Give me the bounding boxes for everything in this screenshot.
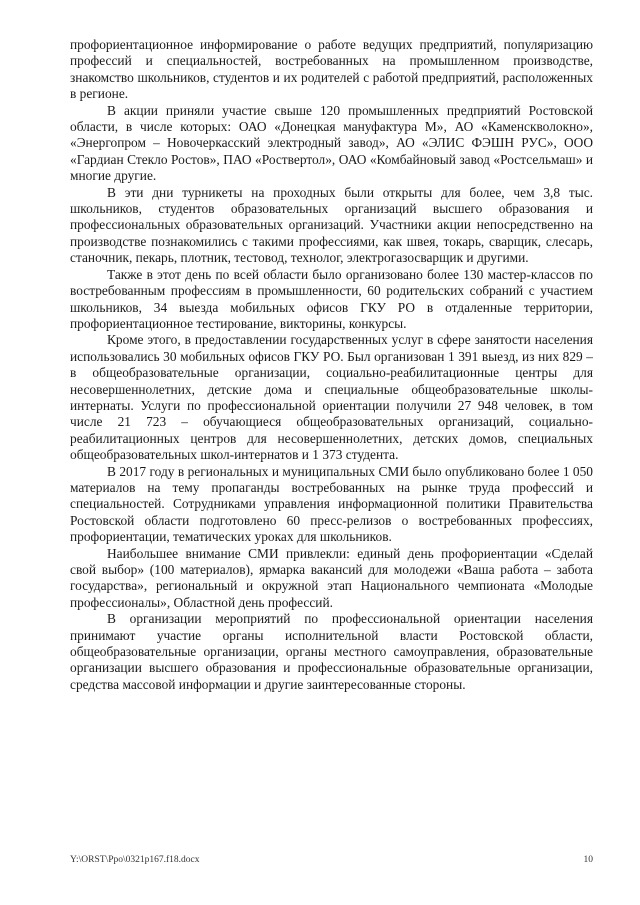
paragraph-enterprises: В акции приняли участие свыше 120 промышленных предприятий Ростовской области, в числе которых: ОАО «Донецкая мануфактура М», АО «Каменскволокно», «Энергопром – Новочеркасский электродный завод», АО «ЭЛИС ФЭШН РУС», ООО «Гардиан Стекло Ростов», ПАО «Роствертол», ОАО «Комбайновый завод «Ростсельмаш» и многие другие. xyxy=(70,102,593,184)
paragraph-mobile-offices: Кроме этого, в предоставлении государственных услуг в сфере занятости населения использовались 30 мобильных офисов ГКУ РО. Был организован 1 391 выезд, из них 829 – в общеобразовательные организации, социально-реабилитационные центры для несовершеннолетних, детские дома и специальные общеобразовательные школы-интернаты. Услуги по профессиональной ориентации получили 27 948 человек, в том числе 21 723 – обучающиеся общеобразовательных организаций, социально-реабилитационных центров для несовершеннолетних, детских домов, специальных общеобразовательных школ-интернатов и 1 373 студента. xyxy=(70,332,593,463)
page-footer xyxy=(70,855,593,865)
paragraph-continuation: профориентационное информирование о работе ведущих предприятий, популяризацию профессий и специальностей, востребованных на промышленном производстве, знакомство школьников, студентов и их родителей с работой предприятий, расположенных в регионе. xyxy=(70,37,593,102)
paragraph-participants: В организации мероприятий по профессиональной ориентации населения принимают участие органы исполнительной власти Ростовской области, общеобразовательные организации, органы местного самоуправления, образовательные организации высшего образования и профессиональные образовательные организации, средства массовой информации и другие заинтересованные стороны. xyxy=(70,611,593,692)
page-number: 10 xyxy=(583,855,593,865)
document-body xyxy=(70,37,593,693)
paragraph-master-classes: Также в этот день по всей области было организовано более 130 мастер-классов по востребованным профессиям в промышленности, 60 родительских собраний с участием школьников, 34 выезда мобильных офисов ГКУ РО в отдаленные территории, профориентационное тестирование, викторины, конкурсы. xyxy=(70,266,593,331)
paragraph-media-attention: Наибольшее внимание СМИ привлекли: единый день профориентации «Сделай свой выбор» (100 материалов), ярмарка вакансий для молодежи «Ваша работа – забота государства», региональный и окружной этап Национального чемпионата «Молодые профессионалы», Областной день профессий. xyxy=(70,545,593,610)
paragraph-media-2017: В 2017 году в региональных и муниципальных СМИ было опубликовано более 1 050 материалов на тему пропаганды востребованных на рынке труда профессий и специальностей. Сотрудниками управления информационной политики Правительства Ростовской области подготовлено 60 пресс-релизов о востребованных профессиях, профориентации, тематических уроках для школьников. xyxy=(70,463,593,545)
paragraph-turnstiles: В эти дни турникеты на проходных были открыты для более, чем 3,8 тыс. школьников, студентов образовательных организаций высшего образования и профессиональных образовательных организаций. Участники акции непосредственно на производстве познакомились с такими профессиями, как швея, токарь, сварщик, слесарь, станочник, пекарь, плотник, тестовод, технолог, электрогазосварщик и другими. xyxy=(70,184,593,266)
file-path: Y:\ORST\Ppo\0321p167.f18.docx xyxy=(70,855,200,865)
